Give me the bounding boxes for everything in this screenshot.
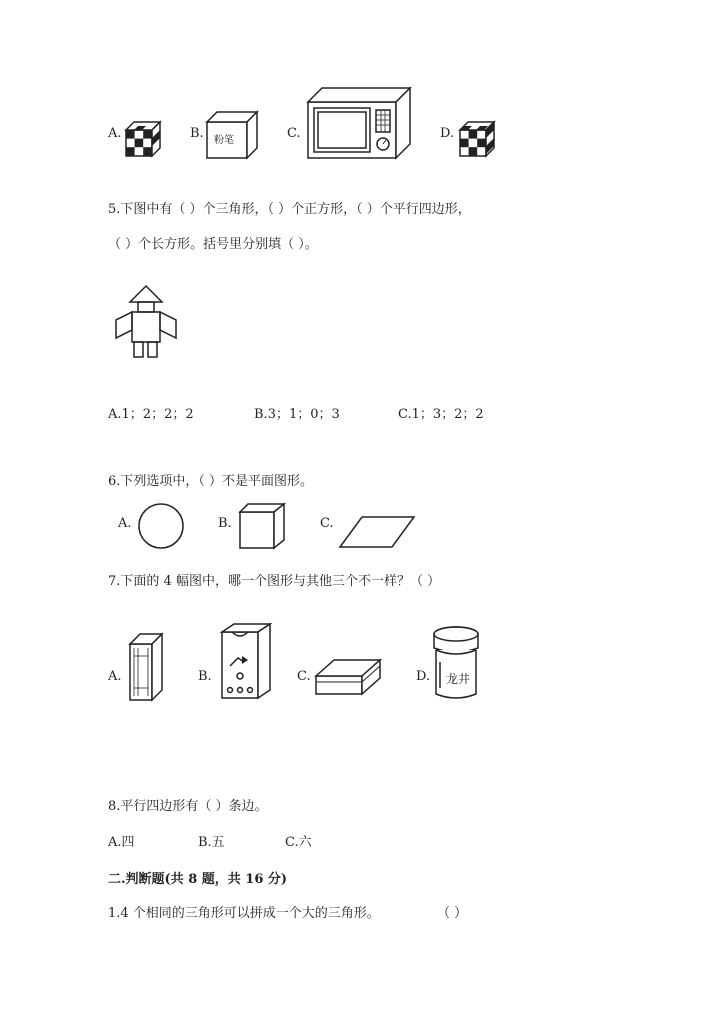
q6-option-b-label: B. <box>218 516 232 531</box>
microwave <box>304 86 412 162</box>
q7-option-d-label: D. <box>416 669 431 684</box>
checkered-cube-d <box>458 120 498 160</box>
q7-option-b-label: B. <box>198 669 212 684</box>
flat-box-shape <box>314 656 384 700</box>
q6-option-c-label: C. <box>320 516 334 531</box>
q8-question: 8.平行四边形有（ ）条边。 <box>108 799 268 814</box>
q5-option-c: C.1；3；2；2 <box>398 407 484 422</box>
q6-question: 6.下列选项中，（ ）不是平面图形。 <box>108 474 314 489</box>
q4-option-a-label: A. <box>108 126 122 141</box>
box-shape <box>218 622 276 702</box>
q4-option-b-label: B. <box>190 126 204 141</box>
section-2-q1: 1.4 个相同的三角形可以拼成一个大的三角形。 <box>108 906 380 921</box>
q5-question-line2: （ ）个长方形。括号里分别填（ ）。 <box>108 237 318 252</box>
q4-option-d-label: D. <box>440 126 455 141</box>
q8-option-c: C.六 <box>285 835 312 850</box>
q8-option-a: A.四 <box>108 835 135 850</box>
q7-option-c-label: C. <box>297 669 311 684</box>
book-shape <box>126 632 166 704</box>
checkered-cube-a <box>124 120 164 160</box>
q7-option-a-label: A. <box>108 669 122 684</box>
q5-option-a: A.1；2；2；2 <box>108 407 194 422</box>
cube-shape <box>238 502 288 550</box>
q8-option-b: B.五 <box>198 835 225 850</box>
tea-jar-text: 龙井 <box>446 672 471 686</box>
q5-question-line1: 5.下图中有（ ）个三角形，（ ）个正方形，（ ）个平行四边形， <box>108 202 471 217</box>
section-2-q1-answer-bracket[interactable]: （ ） <box>437 906 468 921</box>
robot-figure <box>112 283 184 363</box>
circle-shape <box>136 502 186 550</box>
q7-question: 7.下面的 4 幅图中，哪一个图形与其他三个不一样？（ ） <box>108 574 441 589</box>
section-2-title: 二.判断题(共 8 题，共 16 分) <box>108 872 288 887</box>
q4-option-c-label: C. <box>287 126 301 141</box>
q6-option-a-label: A. <box>118 516 132 531</box>
q5-option-b: B.3；1；0；3 <box>254 407 340 422</box>
tea-jar-shape <box>430 624 486 704</box>
chalk-box-text: 粉笔 <box>214 135 234 146</box>
parallelogram-shape <box>338 514 416 550</box>
